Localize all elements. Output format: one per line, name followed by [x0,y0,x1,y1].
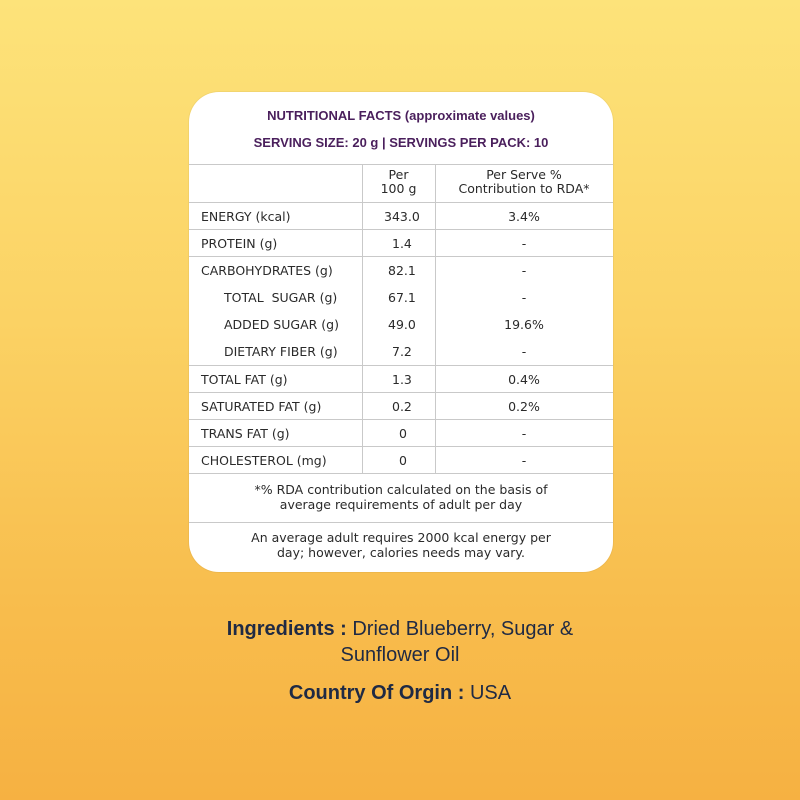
row-rda: 0.4% [508,372,540,387]
table-divider [189,229,613,230]
footnote-line: An average adult requires 2000 kcal energy per [251,530,551,545]
ingredients-value-cont: Sunflower Oil [340,644,460,666]
row-per100: 49.0 [388,317,416,332]
table-divider [189,256,613,257]
origin-value: USA [469,682,512,704]
row-per100: 0 [399,453,407,468]
row-rda: 19.6% [504,317,544,332]
row-rda: - [521,344,527,359]
header-line: Per Serve % [486,167,562,182]
table-divider [189,419,613,420]
row-label: ADDED SUGAR (g) [224,317,339,332]
row-rda: - [521,453,527,468]
column-header-per100 [362,168,435,196]
row-label: CHOLESTEROL (mg) [201,453,327,468]
row-rda: 0.2% [508,399,540,414]
row-label: ENERGY (kcal) [201,209,291,224]
table-divider [189,202,613,203]
row-label: TOTAL FAT (g) [201,372,288,387]
table-divider [189,392,613,393]
nutrition-panel [189,92,613,572]
row-per100: 7.2 [392,344,412,359]
row-rda: - [521,236,527,251]
panel-title: NUTRITIONAL FACTS (approximate values) [267,108,535,123]
table-divider [189,164,613,165]
row-label: DIETARY FIBER (g) [224,344,338,359]
row-per100: 67.1 [388,290,416,305]
row-per100: 1.3 [392,372,412,387]
row-per100: 0 [399,426,407,441]
row-rda: - [521,426,527,441]
footnote-line: day; however, calories needs may vary. [277,545,525,560]
row-rda: - [521,263,527,278]
table-divider [189,446,613,447]
table-divider [189,522,613,523]
row-per100: 343.0 [384,209,420,224]
row-label: TOTAL SUGAR (g) [224,290,338,305]
row-rda: 3.4% [508,209,540,224]
header-line: Per [388,167,409,182]
row-label: PROTEIN (g) [201,236,278,251]
table-divider [189,473,613,474]
row-per100: 0.2 [392,399,412,414]
row-label: CARBOHYDRATES (g) [201,263,333,278]
column-divider [362,164,363,473]
header-line: Contribution to RDA* [458,181,590,196]
rda-footnote [209,482,593,512]
origin-label: Country Of Orgin : [288,682,465,704]
footnote-line: average requirements of adult per day [279,497,523,512]
row-rda: - [521,290,527,305]
ingredients-label: Ingredients : [226,618,347,640]
row-label: TRANS FAT (g) [201,426,290,441]
ingredients-text [170,616,630,668]
footnote-line: *% RDA contribution calculated on the basis of [254,482,548,497]
row-label: SATURATED FAT (g) [201,399,322,414]
row-per100: 1.4 [392,236,412,251]
header-line: 100 g [380,181,417,196]
table-divider [189,365,613,366]
energy-footnote [209,530,593,560]
row-per100: 82.1 [388,263,416,278]
column-header-rda [435,168,613,196]
ingredients-line [170,616,630,642]
country-of-origin [170,680,630,706]
ingredients-value: Dried Blueberry, Sugar & [352,618,574,640]
serving-info: SERVING SIZE: 20 g | SERVINGS PER PACK: 10 [253,135,549,150]
